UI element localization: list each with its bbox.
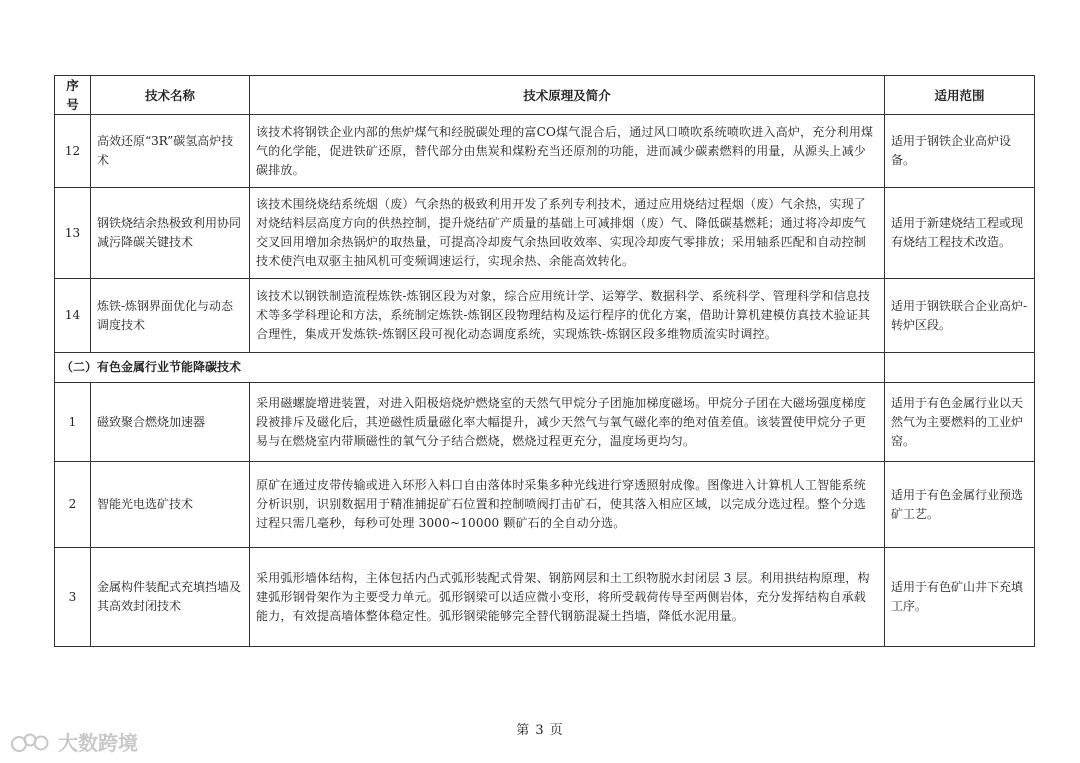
row-number: 1 xyxy=(55,383,91,462)
row-number: 12 xyxy=(55,115,91,188)
tech-description: 原矿在通过皮带传输或进入环形入料口自由落体时采集多种光线进行穿透照射成像。图像进入计算机人工智能系统分析识别，识别数据用于精准捕捉矿石位置和控制喷阀打击矿石，使其落入相应区域，以完成分选过程。整个分选过程只需几毫秒，每秒可处理 3000~10000 颗矿石的全自动分选。 xyxy=(250,462,885,548)
header-number: 序号 xyxy=(55,76,91,115)
row-number: 3 xyxy=(55,548,91,647)
table-row xyxy=(55,188,1035,279)
table-header-row xyxy=(55,76,1035,115)
watermark-text: 大数跨境 xyxy=(58,731,138,755)
tech-scope: 适用于有色金属行业以天然气为主要燃料的工业炉窑。 xyxy=(885,383,1035,462)
tech-name: 钢铁烧结余热极致利用协同减污降碳关键技术 xyxy=(91,188,250,279)
tech-name: 金属构件装配式充填挡墙及其高效封闭技术 xyxy=(91,548,250,647)
tech-description: 该技术围绕烧结系统烟（废）气余热的极致利用开发了系列专利技术，通过应用烧结过程烟（废）气余热，实现了对烧结料层高度方向的供热控制，提升烧结矿产质量的基础上可减排烟（废）气、降低碳基燃耗；通过将冷却废气交叉回用增加余热锅炉的取热量，可提高冷却废气余热回收效率、实现冷却废气零排放；采用轴系匹配和自动控制技术使汽电双驱主抽风机可变频调速运行，实现余热、余能高效转化。 xyxy=(250,188,885,279)
tech-description: 采用磁螺旋增进装置，对进入阳极焙烧炉燃烧室的天然气甲烷分子团施加梯度磁场。甲烷分子团在大磁场强度梯度段被排斥及磁化后，其逆磁性质量磁化率大幅提升，减少天然气与氧气磁化率的绝对值差值。该装置使甲烷分子更易与在燃烧室内带顺磁性的氧气分子结合燃烧，燃烧过程更充分，温度场更均匀。 xyxy=(250,383,885,462)
table-row xyxy=(55,462,1035,548)
tech-name: 高效还原“3R”碳氢高炉技术 xyxy=(91,115,250,188)
section-title: （二）有色金属行业节能降碳技术 xyxy=(55,353,885,383)
tech-scope: 适用于钢铁联合企业高炉-转炉区段。 xyxy=(885,279,1035,353)
table-row xyxy=(55,115,1035,188)
watermark-logo-icon xyxy=(10,729,52,755)
row-number: 13 xyxy=(55,188,91,279)
table-row xyxy=(55,279,1035,353)
tech-name: 智能光电选矿技术 xyxy=(91,462,250,548)
page-number: 第 3 页 xyxy=(516,723,564,738)
section-empty-cell xyxy=(885,353,1035,383)
tech-description: 该技术以钢铁制造流程炼铁-炼钢区段为对象，综合应用统计学、运筹学、数据科学、系统科学、管理科学和信息技术等多学科理论和方法，系统制定炼铁-炼钢区段物理结构及运行程序的优化方案，借助计算机建模仿真技术验证其合理性，集成开发炼铁-炼钢区段可视化动态调度系统，实现炼铁-炼钢区段多维物质流实时调控。 xyxy=(250,279,885,353)
tech-description: 采用弧形墙体结构，主体包括内凸式弧形装配式骨架、钢筋网层和土工织物脱水封闭层 3 层。利用拱结构原理，构建弧形钢骨架作为主要受力单元。弧形钢梁可以适应微小变形，将所受载荷传导至两侧岩体，充分发挥结构自承载能力，有效提高墙体整体稳定性。弧形钢梁能够完全替代钢筋混凝土挡墙，降低水泥用量。 xyxy=(250,548,885,647)
tech-name: 磁致聚合燃烧加速器 xyxy=(91,383,250,462)
tech-scope: 适用于新建烧结工程或现有烧结工程技术改造。 xyxy=(885,188,1035,279)
watermark xyxy=(10,727,138,756)
technology-table xyxy=(54,75,1035,647)
table-row xyxy=(55,383,1035,462)
tech-description: 该技术将钢铁企业内部的焦炉煤气和经脱碳处理的富CO煤气混合后，通过风口喷吹系统喷吹进入高炉，充分利用煤气的化学能，促进铁矿还原，替代部分由焦炭和煤粉充当还原剂的功能，进而减少碳素燃料的用量，从源头上减少碳排放。 xyxy=(250,115,885,188)
table-row xyxy=(55,548,1035,647)
row-number: 2 xyxy=(55,462,91,548)
header-scope: 适用范围 xyxy=(885,76,1035,115)
tech-scope: 适用于有色金属行业预选矿工艺。 xyxy=(885,462,1035,548)
tech-scope: 适用于有色矿山井下充填工序。 xyxy=(885,548,1035,647)
section-row xyxy=(55,353,1035,383)
row-number: 14 xyxy=(55,279,91,353)
tech-scope: 适用于钢铁企业高炉设备。 xyxy=(885,115,1035,188)
tech-name: 炼铁-炼钢界面优化与动态调度技术 xyxy=(91,279,250,353)
header-tech-name: 技术名称 xyxy=(91,76,250,115)
header-principle: 技术原理及简介 xyxy=(250,76,885,115)
